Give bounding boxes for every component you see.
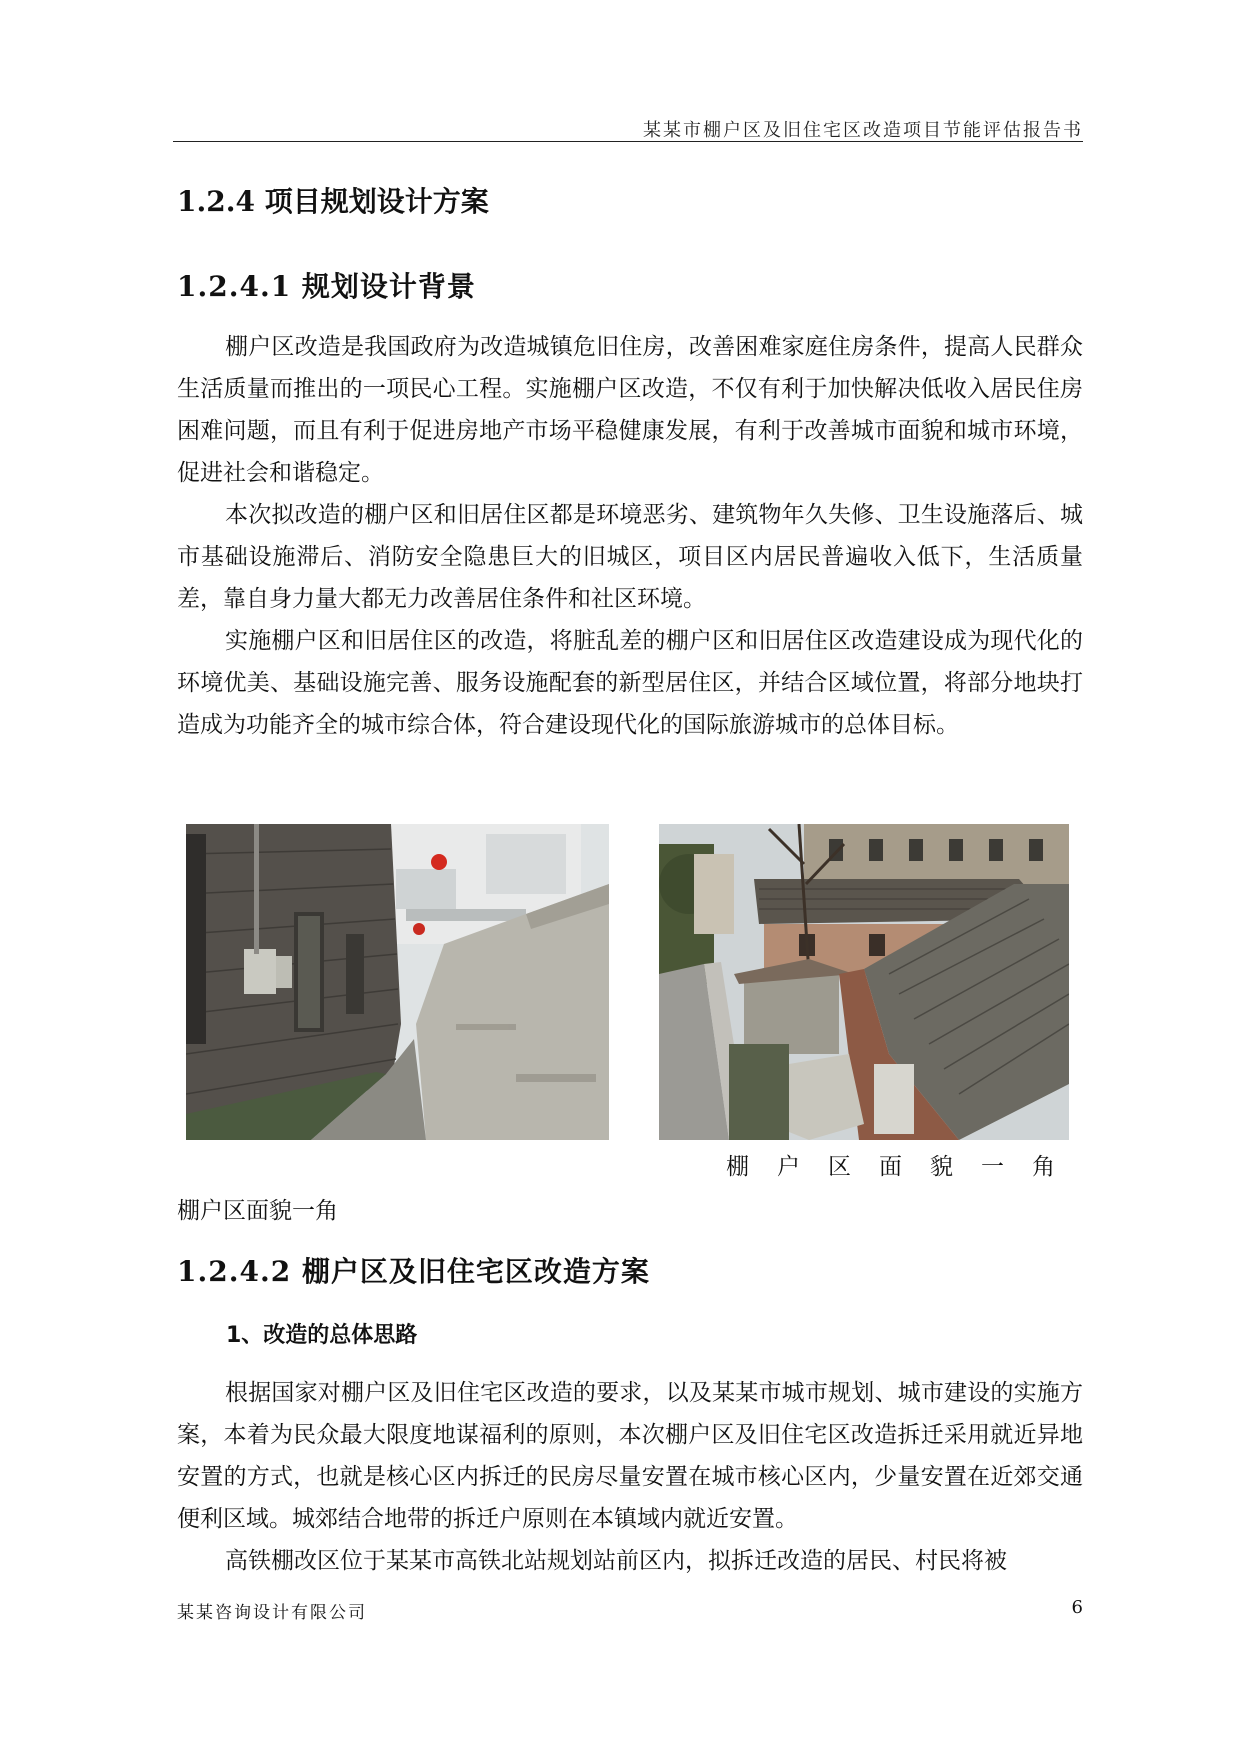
paragraph-background-2: 本次拟改造的棚户区和旧居住区都是环境恶劣、建筑物年久失修、卫生设施落后、城市基础设施滞后、消防安全隐患巨大的旧城区，项目区内居民普遍收入低下，生活质量差，靠自身力量大都无力改善居住条件和社区环境。: [177, 502, 1083, 612]
section-heading: 1.2.4 项目规划设计方案: [177, 185, 489, 218]
subsection-heading-renovation-plan: 1.2.4.2 棚户区及旧住宅区改造方案: [177, 1255, 650, 1288]
paragraph-plan-1: 根据国家对棚户区及旧住宅区改造的要求，以及某某市城市规划、城市建设的实施方案，本着为民众最大限度地谋福利的原则，本次棚户区及旧住宅区改造拆迁采用就近异地安置的方式，也就是核心区内拆迁的民房尽量安置在城市核心区内，少量安置在近郊交通便利区域。城郊结合地带的拆迁户原则在本镇域内就近安置。: [177, 1380, 1083, 1532]
subsection-heading-background: 1.2.4.1 规划设计背景: [177, 270, 476, 303]
photo-tiled-roofs: [659, 824, 1069, 1140]
running-header: 某某市棚户区及旧住宅区改造项目节能评估报告书: [643, 120, 1083, 141]
paragraph-background-3: 实施棚户区和旧居住区的改造，将脏乱差的棚户区和旧居住区改造建设成为现代化的环境优美、基础设施完善、服务设施配套的新型居住区，并结合区域位置，将部分地块打造成为功能齐全的城市综合体，符合建设现代化的国际旅游城市的总体目标。: [177, 628, 1083, 738]
photo-alley: [186, 824, 609, 1140]
photo-caption-left: 棚户区面貌一角: [177, 1198, 338, 1224]
header-divider: [173, 141, 1083, 142]
paragraph-plan-2: 高铁棚改区位于某某市高铁北站规划站前区内，拟拆迁改造的居民、村民将被: [225, 1548, 1007, 1574]
photo-caption-right: 棚户区面貌一角: [726, 1154, 1083, 1180]
footer-company: 某某咨询设计有限公司: [177, 1603, 367, 1623]
numbered-subheading: 1、改造的总体思路: [226, 1323, 418, 1348]
paragraph-background-1: 棚户区改造是我国政府为改造城镇危旧住房，改善困难家庭住房条件，提高人民群众生活质量而推出的一项民心工程。实施棚户区改造，不仅有利于加快解决低收入居民住房困难问题，而且有利于促进房地产市场平稳健康发展，有利于改善城市面貌和城市环境，促进社会和谐稳定。: [177, 334, 1083, 486]
page-number: 6: [1071, 1597, 1083, 1618]
